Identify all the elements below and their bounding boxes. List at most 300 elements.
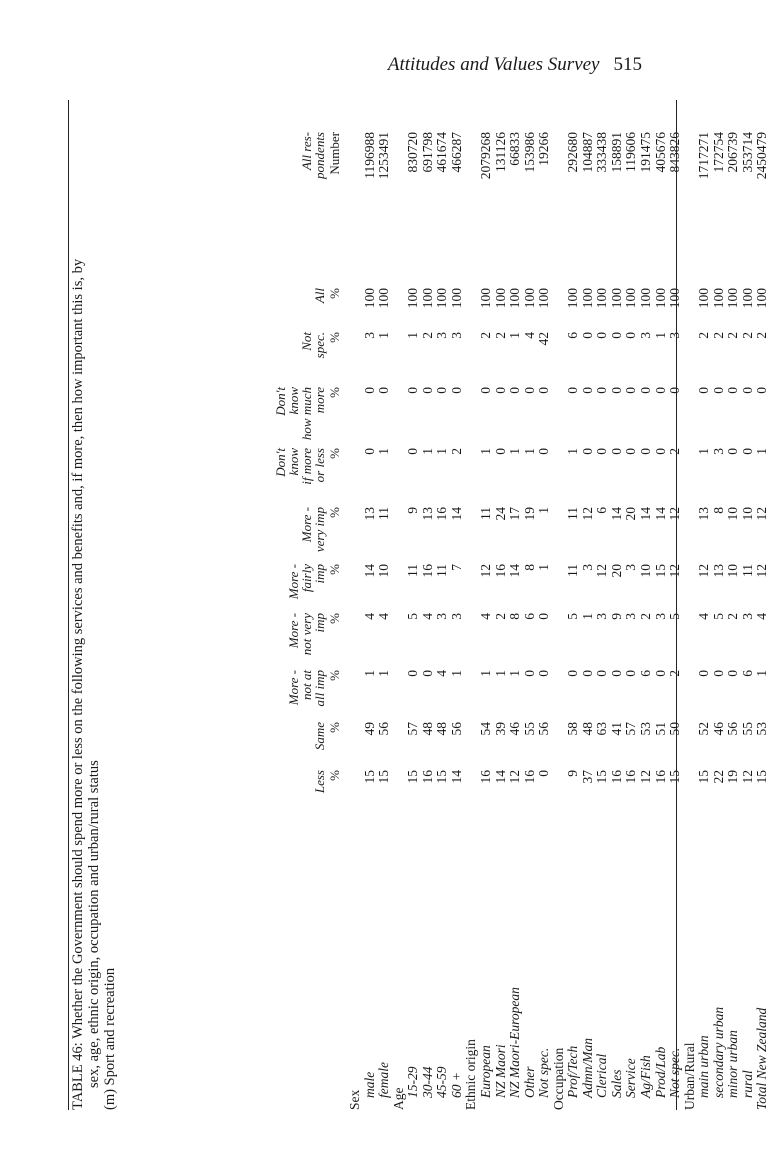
- column-header-line: All: [312, 288, 327, 304]
- table-row: [450, 100, 464, 1110]
- column-header-line: Same: [312, 722, 327, 751]
- table-cell: 172754: [710, 132, 726, 173]
- table-cell: 131126: [492, 132, 508, 172]
- table-cell: 4: [521, 332, 537, 339]
- table-cell: 2: [739, 332, 755, 339]
- table-cell: 11: [739, 564, 755, 577]
- table-cell: 48: [579, 722, 595, 736]
- table-cell: 19266: [536, 132, 552, 166]
- table-cell: 17: [507, 507, 523, 521]
- table-cell: 0: [710, 387, 726, 394]
- table-cell: 12: [667, 564, 683, 578]
- table-cell: 20: [608, 564, 624, 578]
- bottom-rule: [676, 100, 677, 1110]
- row-label: Not spec.: [667, 1047, 683, 1098]
- table-row: [537, 100, 551, 1110]
- table-cell: 3: [579, 564, 595, 571]
- table-cell: 11: [565, 564, 581, 577]
- table-cell: 2: [710, 332, 726, 339]
- table-cell: 6: [521, 613, 537, 620]
- table-cell: 5: [405, 613, 421, 620]
- column-unit: %: [327, 507, 342, 518]
- table-cell: 14: [448, 770, 464, 784]
- table-cell: 11: [477, 507, 493, 520]
- table-cell: 0: [594, 670, 610, 677]
- table-cell: 12: [754, 507, 769, 521]
- table-cell: 5: [710, 613, 726, 620]
- table-cell: 691798: [419, 132, 435, 173]
- table-cell: 14: [448, 507, 464, 521]
- table-cell: 0: [623, 332, 639, 339]
- table-cell: 843826: [667, 132, 683, 173]
- table-cell: 100: [434, 288, 450, 309]
- row-label: Ethnic origin: [463, 1039, 479, 1110]
- row-label: female: [376, 1062, 392, 1098]
- table-cell: 100: [521, 288, 537, 309]
- table-cell: 13: [710, 564, 726, 578]
- table-row: [494, 100, 508, 1110]
- column-header-line: Don't: [273, 448, 288, 477]
- row-label: Ag/Fish: [638, 1055, 653, 1098]
- row-label: 60 +: [448, 1072, 464, 1098]
- table-cell: 0: [739, 387, 755, 394]
- table-cell: 3: [434, 332, 450, 339]
- table-cell: 0: [477, 387, 493, 394]
- table-cell: 100: [638, 288, 653, 309]
- table-cell: 1: [754, 448, 769, 455]
- table-cell: 0: [667, 387, 683, 394]
- table-cell: 13: [419, 507, 435, 521]
- column-header: [313, 770, 341, 793]
- column-header: [274, 448, 341, 485]
- table-cell: 15: [754, 770, 769, 784]
- table-cell: 100: [725, 288, 741, 309]
- table-cell: 0: [536, 613, 552, 620]
- caption-line-1: TABLE 46: Whether the Government should spend more or less on the following services and benefits and, if more, then how important this is, by: [70, 258, 86, 1110]
- table-cell: 100: [710, 288, 726, 309]
- column-header: [300, 507, 341, 552]
- table-cell: 0: [739, 448, 755, 455]
- table-cell: 0: [754, 387, 769, 394]
- table-cell: 3: [434, 613, 450, 620]
- table-cell: 2: [725, 332, 741, 339]
- row-label: Sales: [608, 1069, 624, 1098]
- table-cell: 0: [536, 387, 552, 394]
- table-cell: 100: [536, 288, 552, 309]
- table-cell: 2: [725, 613, 741, 620]
- table-cell: 0: [419, 387, 435, 394]
- table-cell: 2: [754, 332, 769, 339]
- table-cell: 53: [754, 722, 769, 736]
- row-label: Age: [390, 1087, 406, 1110]
- total-row: [755, 100, 769, 1110]
- table-row: [741, 100, 755, 1110]
- table-row: [508, 100, 522, 1110]
- row-label: Service: [623, 1058, 639, 1098]
- table-cell: 2: [419, 332, 435, 339]
- table-cell: 1: [361, 670, 377, 677]
- column-header-line: pondents: [312, 132, 327, 179]
- table-cell: 1: [754, 670, 769, 677]
- table-cell: 11: [405, 564, 421, 577]
- table-cell: 3: [361, 332, 377, 339]
- table-cell: 15: [667, 770, 683, 784]
- table-cell: 19: [521, 507, 537, 521]
- table-cell: 4: [754, 613, 769, 620]
- table-cell: 0: [696, 670, 712, 677]
- table-cell: 14: [507, 564, 523, 578]
- table-cell: 15: [434, 770, 450, 784]
- table-cell: 0: [536, 670, 552, 677]
- table-cell: 333438: [594, 132, 610, 173]
- table-cell: 46: [710, 722, 726, 736]
- table-cell: 0: [521, 670, 537, 677]
- table-cell: 0: [376, 387, 392, 394]
- table-cell: 0: [579, 670, 595, 677]
- table-cell: 1253491: [376, 132, 392, 180]
- table-cell: 1: [521, 448, 537, 455]
- table-row: [639, 100, 653, 1110]
- table-cell: 100: [477, 288, 493, 309]
- table-row: [435, 100, 449, 1110]
- table-cell: 55: [521, 722, 537, 736]
- table-cell: 2079268: [477, 132, 493, 180]
- table-cell: 15: [405, 770, 421, 784]
- table-cell: 22: [710, 770, 726, 784]
- table-cell: 53: [638, 722, 653, 736]
- table-cell: 20: [623, 507, 639, 521]
- table-cell: 3: [638, 332, 653, 339]
- table-cell: 1: [565, 448, 581, 455]
- table-cell: 100: [579, 288, 595, 309]
- table-cell: 1: [696, 448, 712, 455]
- table-cell: 10: [376, 564, 392, 578]
- table-cell: 58: [565, 722, 581, 736]
- column-header-line: know: [286, 387, 301, 415]
- table-cell: 4: [477, 613, 493, 620]
- table-cell: 11: [434, 564, 450, 577]
- table-cell: 2450479: [754, 132, 769, 180]
- table-row: [363, 100, 377, 1110]
- table-cell: 16: [652, 770, 668, 784]
- column-header-line: More -: [286, 564, 301, 600]
- table-cell: 15: [361, 770, 377, 784]
- column-header-line: imp: [312, 564, 327, 584]
- table-cell: 2: [667, 448, 683, 455]
- table-cell: 292680: [565, 132, 581, 173]
- table-cell: 2: [667, 670, 683, 677]
- table-cell: 3: [739, 613, 755, 620]
- column-header: [287, 613, 341, 655]
- table-cell: 16: [477, 770, 493, 784]
- table-row: [523, 100, 537, 1110]
- table-cell: 0: [361, 387, 377, 394]
- column-header-line: Less: [312, 770, 327, 794]
- row-label: Other: [521, 1066, 537, 1098]
- table-cell: 9: [565, 770, 581, 777]
- table-cell: 100: [739, 288, 755, 309]
- table-cell: 48: [419, 722, 435, 736]
- table-cell: 100: [405, 288, 421, 309]
- table-cell: 56: [536, 722, 552, 736]
- row-label: Admn/Man: [579, 1038, 595, 1098]
- table-cell: 1: [507, 670, 523, 677]
- table-cell: 42: [536, 332, 552, 346]
- column-header-line: All res-: [299, 132, 314, 171]
- column-header-line: Not: [299, 332, 314, 351]
- table-cell: 14: [638, 507, 653, 521]
- row-label: Sex: [347, 1089, 362, 1110]
- table-cell: 1: [536, 564, 552, 571]
- table-cell: 11: [376, 507, 392, 520]
- table-cell: 0: [725, 387, 741, 394]
- column-header-line: how much: [299, 387, 314, 441]
- row-label: European: [477, 1045, 493, 1098]
- table-cell: 12: [579, 507, 595, 521]
- table-cell: 0: [623, 670, 639, 677]
- table-cell: 153986: [521, 132, 537, 173]
- table-cell: 12: [594, 564, 610, 578]
- table-cell: 466287: [448, 132, 464, 173]
- table-cell: 0: [579, 387, 595, 394]
- table-cell: 16: [492, 564, 508, 578]
- table-cell: 0: [652, 670, 668, 677]
- table-cell: 66833: [507, 132, 523, 166]
- row-label: Occupation: [550, 1047, 566, 1110]
- table-cell: 1: [507, 332, 523, 339]
- table-cell: 191475: [638, 132, 653, 173]
- table-cell: 3: [710, 448, 726, 455]
- table-cell: 12: [507, 770, 523, 784]
- table-cell: 0: [608, 670, 624, 677]
- row-label: Urban/Rural: [681, 1042, 697, 1110]
- table-row: [712, 100, 726, 1110]
- table-cell: 0: [361, 448, 377, 455]
- table-cell: 206739: [725, 132, 741, 173]
- row-label: rural: [739, 1070, 755, 1098]
- table-cell: 50: [667, 722, 683, 736]
- table-cell: 1: [376, 670, 392, 677]
- table-cell: 10: [638, 564, 653, 578]
- table-cell: 0: [652, 448, 668, 455]
- column-header: [300, 132, 341, 179]
- table-cell: 16: [419, 770, 435, 784]
- table-cell: 461674: [434, 132, 450, 173]
- table-cell: 6: [638, 670, 653, 677]
- table-row: [421, 100, 435, 1110]
- table-cell: 5: [565, 613, 581, 620]
- table-cell: 46: [507, 722, 523, 736]
- column-header-line: know: [286, 448, 301, 476]
- table-cell: 1: [477, 670, 493, 677]
- column-header: [313, 722, 341, 750]
- table-cell: 3: [652, 613, 668, 620]
- table-cell: 0: [725, 448, 741, 455]
- table-cell: 10: [725, 564, 741, 578]
- table-cell: 405676: [652, 132, 668, 173]
- table-cell: 2: [492, 613, 508, 620]
- row-label: NZ Maori: [492, 1044, 508, 1098]
- table-cell: 1: [405, 332, 421, 339]
- table-cell: 1: [507, 448, 523, 455]
- table-cell: 57: [623, 722, 639, 736]
- table-cell: 100: [652, 288, 668, 309]
- table-cell: 100: [623, 288, 639, 309]
- table-cell: 4: [434, 670, 450, 677]
- table-cell: 12: [739, 770, 755, 784]
- table-cell: 12: [667, 507, 683, 521]
- table-cell: 16: [419, 564, 435, 578]
- table-cell: 3: [667, 332, 683, 339]
- table-cell: 0: [608, 387, 624, 394]
- table-cell: 100: [376, 288, 392, 309]
- table-cell: 0: [579, 332, 595, 339]
- running-head: [388, 54, 642, 76]
- table-cell: 15: [594, 770, 610, 784]
- table-cell: 1: [376, 332, 392, 339]
- column-header-line: spec.: [312, 332, 327, 359]
- table-cell: 14: [361, 564, 377, 578]
- table-cell: 100: [448, 288, 464, 309]
- table-row: [654, 100, 668, 1110]
- table-cell: 0: [608, 332, 624, 339]
- table-cell: 1: [448, 670, 464, 677]
- row-label: Not spec.: [536, 1047, 552, 1098]
- table-cell: 0: [536, 448, 552, 455]
- column-header-line: imp: [312, 613, 327, 633]
- table-cell: 1717271: [696, 132, 712, 180]
- table-cell: 100: [696, 288, 712, 309]
- column-header-line: not very: [299, 613, 314, 656]
- table-cell: 119606: [623, 132, 639, 172]
- table-cell: 54: [477, 722, 493, 736]
- table-cell: 8: [507, 613, 523, 620]
- column-header-line: More -: [286, 613, 301, 649]
- table-cell: 0: [536, 770, 552, 777]
- table-cell: 56: [725, 722, 741, 736]
- category-heading-row: [683, 100, 697, 1110]
- table-cell: 830720: [405, 132, 421, 173]
- table-cell: 3: [448, 332, 464, 339]
- row-label: male: [361, 1071, 377, 1098]
- table-cell: 2: [638, 613, 653, 620]
- table-cell: 12: [477, 564, 493, 578]
- column-unit: %: [327, 288, 342, 299]
- table-cell: 100: [754, 288, 769, 309]
- table-cell: 1196988: [361, 132, 377, 179]
- column-header-line: More -: [299, 507, 314, 543]
- table-cell: 0: [434, 387, 450, 394]
- table-cell: 19: [725, 770, 741, 784]
- table-cell: 14: [608, 507, 624, 521]
- row-label: Prof/Tech: [565, 1045, 581, 1098]
- table-cell: 39: [492, 722, 508, 736]
- table-cell: 1: [652, 332, 668, 339]
- table-cell: 15: [696, 770, 712, 784]
- table-cell: 1: [492, 670, 508, 677]
- column-header-line: very imp: [312, 507, 327, 553]
- table-row: [479, 100, 493, 1110]
- table-cell: 6: [565, 332, 581, 339]
- row-label: NZ Maori-European: [507, 987, 523, 1098]
- category-heading-row: [552, 100, 566, 1110]
- table-cell: 4: [376, 613, 392, 620]
- table-cell: 0: [492, 448, 508, 455]
- column-header-line: if more: [299, 448, 314, 485]
- table-cell: 16: [623, 770, 639, 784]
- table-cell: 0: [565, 387, 581, 394]
- table-cell: 10: [739, 507, 755, 521]
- table-cell: 2: [492, 332, 508, 339]
- table-cell: 0: [725, 670, 741, 677]
- table-row: [610, 100, 624, 1110]
- table-cell: 8: [710, 507, 726, 514]
- table-cell: 13: [361, 507, 377, 521]
- table-cell: 7: [448, 564, 464, 571]
- row-label: 45-59: [434, 1066, 450, 1098]
- table-cell: 4: [361, 613, 377, 620]
- column-header-line: fairly: [299, 564, 314, 593]
- column-header-line: more: [312, 387, 327, 414]
- table-cell: 56: [448, 722, 464, 736]
- table-cell: 16: [434, 507, 450, 521]
- running-head-title: Attitudes and Values Survey: [387, 54, 600, 75]
- table-cell: 0: [696, 387, 712, 394]
- column-header: [300, 332, 341, 358]
- caption-line-3: (m) Sport and recreation: [102, 967, 118, 1110]
- table-cell: 0: [638, 448, 653, 455]
- table-cell: 12: [754, 564, 769, 578]
- table-cell: 52: [696, 722, 712, 736]
- table-cell: 6: [739, 670, 755, 677]
- top-rule: [68, 100, 69, 1110]
- table-cell: 12: [638, 770, 653, 784]
- table-cell: 0: [710, 670, 726, 677]
- table-cell: 0: [521, 387, 537, 394]
- table-cell: 12: [696, 564, 712, 578]
- table-cell: 1: [536, 507, 552, 514]
- table-cell: 16: [608, 770, 624, 784]
- table-cell: 100: [667, 288, 683, 309]
- column-header: [313, 288, 341, 303]
- column-unit: %: [327, 387, 342, 398]
- table-cell: 9: [405, 507, 421, 514]
- column-header: [287, 564, 341, 599]
- table-cell: 0: [652, 387, 668, 394]
- table-cell: 0: [579, 448, 595, 455]
- column-unit: %: [327, 332, 342, 343]
- table-cell: 100: [507, 288, 523, 309]
- table-cell: 158891: [608, 132, 624, 173]
- table-cell: 6: [594, 507, 610, 514]
- column-unit: Number: [327, 132, 342, 175]
- table-cell: 0: [492, 387, 508, 394]
- table-cell: 104887: [579, 132, 595, 173]
- table-cell: 49: [361, 722, 377, 736]
- table-cell: 100: [492, 288, 508, 309]
- table-cell: 41: [608, 722, 624, 736]
- table-cell: 63: [594, 722, 610, 736]
- category-heading-row: [348, 100, 362, 1110]
- row-label: Clerical: [594, 1053, 610, 1098]
- table-cell: 5: [667, 613, 683, 620]
- table-cell: 3: [448, 613, 464, 620]
- table-cell: 3: [623, 564, 639, 571]
- table-cell: 9: [608, 613, 624, 620]
- table-cell: 55: [739, 722, 755, 736]
- row-label: main urban: [696, 1035, 712, 1098]
- table-cell: 2: [448, 448, 464, 455]
